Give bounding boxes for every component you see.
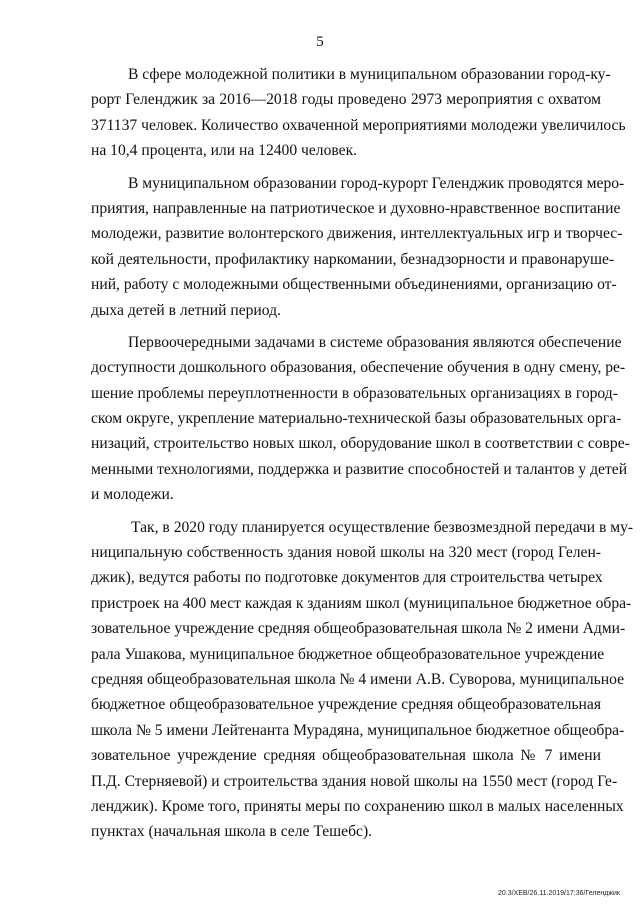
text-line: Так, в 2020 году планируется осуществление безвозмездной передачи в му- [131,518,634,536]
text-line: ленджик). Кроме того, приняты меры по сохранению школ в малых населенных [91,797,624,815]
text-line: В муниципальном образовании город-курорт Геленджик проводятся меро- [128,174,625,192]
text-line: доступности дошкольного образования, обеспечение обучения в одну смену, ре- [91,359,626,377]
text-line: приятия, направленные на патриотическое и духовно-нравственное воспитание [91,199,621,217]
text-line: рала Ушакова, муниципальное бюджетное общеобразовательное учреждение [91,645,605,663]
text-line: менными технологиями, поддержка и развитие способностей и талантов у детей [91,460,628,478]
paragraph-education-priorities [91,330,630,508]
text-line: школа № 5 имени Лейтенанта Мурадяна, муниципальное бюджетное общеобра- [91,721,625,739]
text-line: 371137 человек. Количество охваченной мероприятиями молодежи увеличилось [91,116,626,134]
text-line: пунктах (начальная школа в селе Тешебс). [91,823,373,841]
text-line: П.Д. Стерняевой) и строительства здания новой школы на 1550 мест (город Ге- [91,772,618,790]
text-line: низаций, строительство новых школ, оборудование школ в соответствии с совре- [91,435,630,453]
paragraph-school-construction [91,515,634,845]
text-line: пристроек на 400 мест каждая к зданиям школ (муниципальное бюджетное обра- [91,594,632,612]
text-line: ском округе, укрепление материально-технической базы образовательных орга- [91,410,622,428]
text-line: рорт Геленджик за 2016—2018 годы проведено 2973 мероприятия с охватом [91,91,601,109]
text-line: шение проблемы переуплотненности в образовательных организациях в город- [91,384,618,402]
document-footer-code: 20.3/ХЕВ/26.11.2019/17:36/Геленджик [497,890,620,897]
text-line: зовательное учреждение средняя общеобразовательная школа № 7 имени [91,747,601,765]
document-body [91,62,634,845]
text-line: ниципальную собственность здания новой школы на 320 мест (город Гелен- [91,544,601,562]
text-line: бюджетное общеобразовательное учреждение средняя общеобразовательная [91,696,601,714]
text-line: средняя общеобразовательная школа № 4 имени А.В. Суворова, муниципальное [91,670,625,688]
text-line: молодежи, развитие волонтерского движения, интеллектуальных игр и творчес- [91,225,623,243]
text-line: В сфере молодежной политики в муниципальном образовании город-ку- [128,66,611,83]
text-line: и молодежи. [91,486,174,504]
text-line: зовательное учреждение средняя общеобразовательная школа № 2 имени Адми- [91,620,626,638]
text-line: кой деятельности, профилактику наркомании, безнадзорности и правонаруше- [91,250,615,268]
paragraph-youth-activities [91,171,625,323]
page-number: 5 [316,34,324,50]
paragraph-youth-policy [91,62,626,164]
text-line: Первоочередными задачами в системе образования являются обеспечение [128,333,622,351]
text-line: ний, работу с молодежными общественными объединениями, организацию от- [91,276,617,294]
text-line: джик), ведутся работы по подготовке документов для строительства четырех [91,569,603,587]
text-line: на 10,4 процента, или на 12400 человек. [91,142,358,160]
text-line: дыха детей в летний период. [91,301,281,319]
